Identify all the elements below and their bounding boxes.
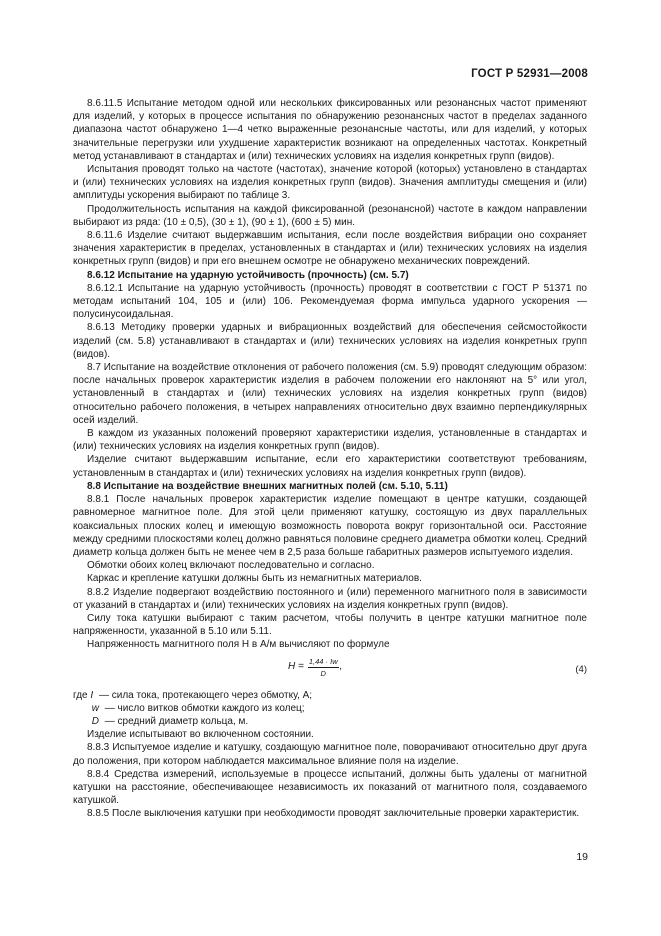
paragraph: Каркас и крепление катушки должны быть из немагнитных материалов. bbox=[87, 573, 422, 585]
paragraph: Напряженность магнитного поля H в А/м вычисляют по формуле bbox=[87, 639, 390, 651]
paragraph: Изделие считают выдержавшим испытание, если его характеристики соответствуют требованиям, установленным в стандартах и (или) технических условиях на изделия конкретных групп (видов). bbox=[73, 454, 587, 479]
formula-denominator: D bbox=[320, 668, 326, 678]
symbol-definitions bbox=[73, 689, 587, 729]
definition-text: — число витков обмотки каждого из колец; bbox=[104, 702, 305, 714]
section-heading: 8.8 Испытание на воздействие внешних магнитных полей (см. 5.10, 5.11) bbox=[87, 480, 448, 492]
paragraph: 8.8.2 Изделие подвергают воздействию постоянного и (или) переменного магнитного поля в зависимости от указаний в стандартах и (или) технических условиях на изделия конкретных групп (видов). bbox=[73, 586, 587, 611]
formula-tail: , bbox=[339, 661, 343, 673]
paragraph: 8.8.3 Испытуемое изделие и катушку, создающую магнитное поле, поворачивают относительно друг друга до положения, при котором наблюдается максимальное влияние поля на изделие. bbox=[73, 742, 587, 767]
definition-row bbox=[73, 689, 587, 702]
paragraph: Обмотки обоих колец включают последовательно и согласно. bbox=[87, 560, 375, 572]
paragraph: 8.6.11.6 Изделие считают выдержавшим испытания, если после воздействия вибрации оно сохраняет значения характеристик в пределах, установленных в стандартах и (или) технических условиях на изделия конкретных групп (видов) и при его внешнем осмотре не обнаружено механических повреждений. bbox=[73, 230, 587, 268]
paragraph: 8.6.12.1 Испытание на ударную устойчивость (прочность) проводят в соответствии с ГОСТ Р 51371 по методам испытаний 104, 105 и (или) 106. Рекомендуемая форма импульса ударного ускорения — полусинусоидальная. bbox=[73, 282, 587, 321]
paragraph: 8.8.1 После начальных проверок характеристик изделие помещают в центре катушки, создающей равномерное магнитное поле. Для этой цели применяют катушку, состоящую из двух параллельных коаксиальных плоских колец и имеющую возможность поворота вокруг горизонтальной оси. Расстояние между средними плоскостями колец должно равняться половине среднего диаметра обмотки колец. Средний диаметр кольца должен быть не менее чем в 2,5 раза больше габаритных размеров испытуемого изделия. bbox=[73, 494, 587, 558]
section-heading: 8.6.12 Испытание на ударную устойчивость (прочность) (см. 5.7) bbox=[87, 269, 409, 281]
formula-fraction bbox=[308, 657, 339, 678]
paragraph: 8.6.11.5 Испытание методом одной или нескольких фиксированных или резонансных частот применяют для изделий, у которых в процессе испытания по обнаружению резонансных частот в пределах заданного диапазона частот обнаружено 1—4 четко выраженные резонансные частоты, или для изделий, у которых значительные перегрузки или ухудшение характеристик возникают на определенных частотах. Конкретный метод устанавливают в стандартах и (или) технических условиях на изделия конкретных групп (видов). bbox=[73, 98, 587, 162]
definition-text: — сила тока, протекающего через обмотку, А; bbox=[98, 689, 313, 701]
formula-expression bbox=[288, 657, 342, 678]
paragraph: Изделие испытывают во включенном состоянии. bbox=[87, 729, 314, 741]
formula-block bbox=[73, 654, 587, 686]
definition-symbol: D bbox=[91, 715, 99, 727]
formula-numerator: 1,44 · Iw bbox=[308, 656, 338, 666]
document-body bbox=[73, 97, 587, 821]
definition-row bbox=[73, 702, 587, 715]
standard-number-header: ГОСТ Р 52931—2008 bbox=[471, 68, 588, 80]
paragraph: 8.7 Испытание на воздействие отклонения от рабочего положения (см. 5.9) проводят следующим образом: после начальных проверок характеристик изделия в рабочем положении его наклоняют на 5° или угол, установленный в стандартах и (или) технических условиях на изделия конкретных групп (видов) относительно рабочего положения, в четырех направлениях относительно двух взаимно перпендикулярных осей изделий. bbox=[73, 362, 587, 426]
paragraph: 8.8.5 После выключения катушки при необходимости проводят заключительные проверки характеристик. bbox=[87, 808, 580, 820]
page-number: 19 bbox=[576, 851, 588, 863]
paragraph: В каждом из указанных положений проверяют характеристики изделия, установленные в стандартах и (или) технических условиях на изделия конкретных групп (видов). bbox=[73, 428, 587, 453]
paragraph: Продолжительность испытания на каждой фиксированной (резонансной) частоте в каждом направлении выбирают из ряда: (10 ± 0,5), (30 ± 1), (90 ± 1), (600 ± 5) мин. bbox=[73, 203, 587, 228]
paragraph: 8.8.4 Средства измерений, используемые в процессе испытаний, должны быть удалены от магнитной катушки на расстояние, обеспечивающее независимость их показаний от магнитного поля, создаваемого катушкой. bbox=[73, 768, 587, 807]
definition-row bbox=[73, 715, 587, 728]
formula-number: (4) bbox=[575, 663, 587, 675]
definition-text: — средний диаметр кольца, м. bbox=[104, 715, 249, 727]
definition-symbol: I bbox=[90, 689, 94, 701]
formula-lhs: H = bbox=[288, 661, 304, 673]
definition-prefix: где bbox=[73, 689, 88, 701]
definition-symbol: w bbox=[91, 702, 99, 714]
paragraph: 8.6.13 Методику проверки ударных и вибрационных воздействий для обеспечения сейсмостойкости изделий (см. 5.8) устанавливают в стандартах и (или) технических условиях на изделия конкретных групп (видов). bbox=[73, 322, 587, 360]
paragraph: Силу тока катушки выбирают с таким расчетом, чтобы получить в центре катушки магнитное поле напряженности, указанной в 5.10 или 5.11. bbox=[73, 612, 587, 638]
paragraph: Испытания проводят только на частоте (частотах), значение которой (которых) установлено в стандартах и (или) технических условиях на изделия конкретных групп (видов). Значения амплитуды смещения и (или) амплитуды ускорения выбирают по таблице 3. bbox=[73, 164, 587, 202]
